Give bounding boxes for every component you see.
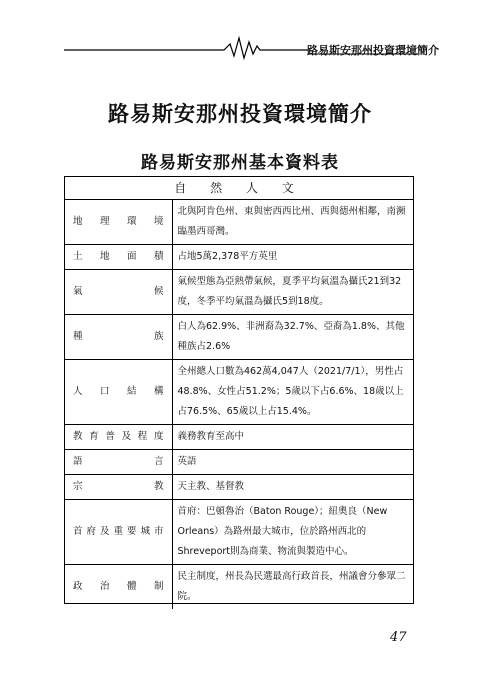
row-label: 人口結構	[65, 360, 172, 425]
page-title: 路易斯安那州投資環境簡介	[108, 102, 372, 126]
row-value: 民主制度，州長為民選最高行政首長，州議會分參眾二院。	[172, 565, 413, 610]
row-label: 語言	[65, 450, 172, 475]
section-heading: 自 然 人 文	[65, 177, 413, 200]
table-row	[65, 200, 413, 245]
row-label: 土地面積	[65, 245, 172, 270]
row-value: 白人為62.9%、非洲裔為32.7%、亞裔為1.8%、其他種族占2.6%	[172, 315, 413, 360]
table-row	[65, 475, 413, 500]
table-row	[65, 270, 413, 315]
page-number: 47	[390, 630, 407, 645]
row-label: 政治體制	[65, 565, 172, 610]
row-value: 首府：巴頓魯治（Baton Rouge）；紐奧良（New Orleans）為路州最大城市，位於路州西北的Shreveport則為商業、物流與製造中心。	[172, 500, 413, 565]
table-row	[65, 425, 413, 450]
row-label: 教育普及程度	[65, 425, 172, 450]
row-value: 英語	[172, 450, 413, 475]
table-row	[65, 245, 413, 270]
row-value: 北與阿肯色州、東與密西西比州、西與德州相鄰，南瀕臨墨西哥灣。	[172, 200, 413, 245]
row-value: 天主教、基督教	[172, 475, 413, 500]
table-row	[65, 450, 413, 475]
row-value: 義務教育至高中	[172, 425, 413, 450]
row-label: 地理環境	[65, 200, 172, 245]
table-title: 路易斯安那州基本資料表	[141, 153, 339, 173]
row-value: 全州總人口數為462萬4,047人（2021/7/1），男性占48.8%、女性占51.2%；5歲以下占6.6%、18歲以上占76.5%、65歲以上占15.4%。	[172, 360, 413, 425]
row-label: 宗教	[65, 475, 172, 500]
row-value: 氣候型態為亞熱帶氣候，夏季平均氣溫為攝氏21到32度，冬季平均氣溫為攝氏5到18度。	[172, 270, 413, 315]
table-row	[65, 315, 413, 360]
row-value: 占地5萬2,378平方英里	[172, 245, 413, 270]
table-section-heading-row	[65, 177, 413, 200]
row-label: 種族	[65, 315, 172, 360]
running-header-title: 路易斯安那州投資環境簡介	[307, 44, 439, 57]
table-row	[65, 500, 413, 565]
basic-data-table	[64, 176, 414, 604]
row-label: 氣候	[65, 270, 172, 315]
row-label: 首府及重要城市	[65, 500, 172, 565]
table-row	[65, 565, 413, 610]
table-row	[65, 360, 413, 425]
